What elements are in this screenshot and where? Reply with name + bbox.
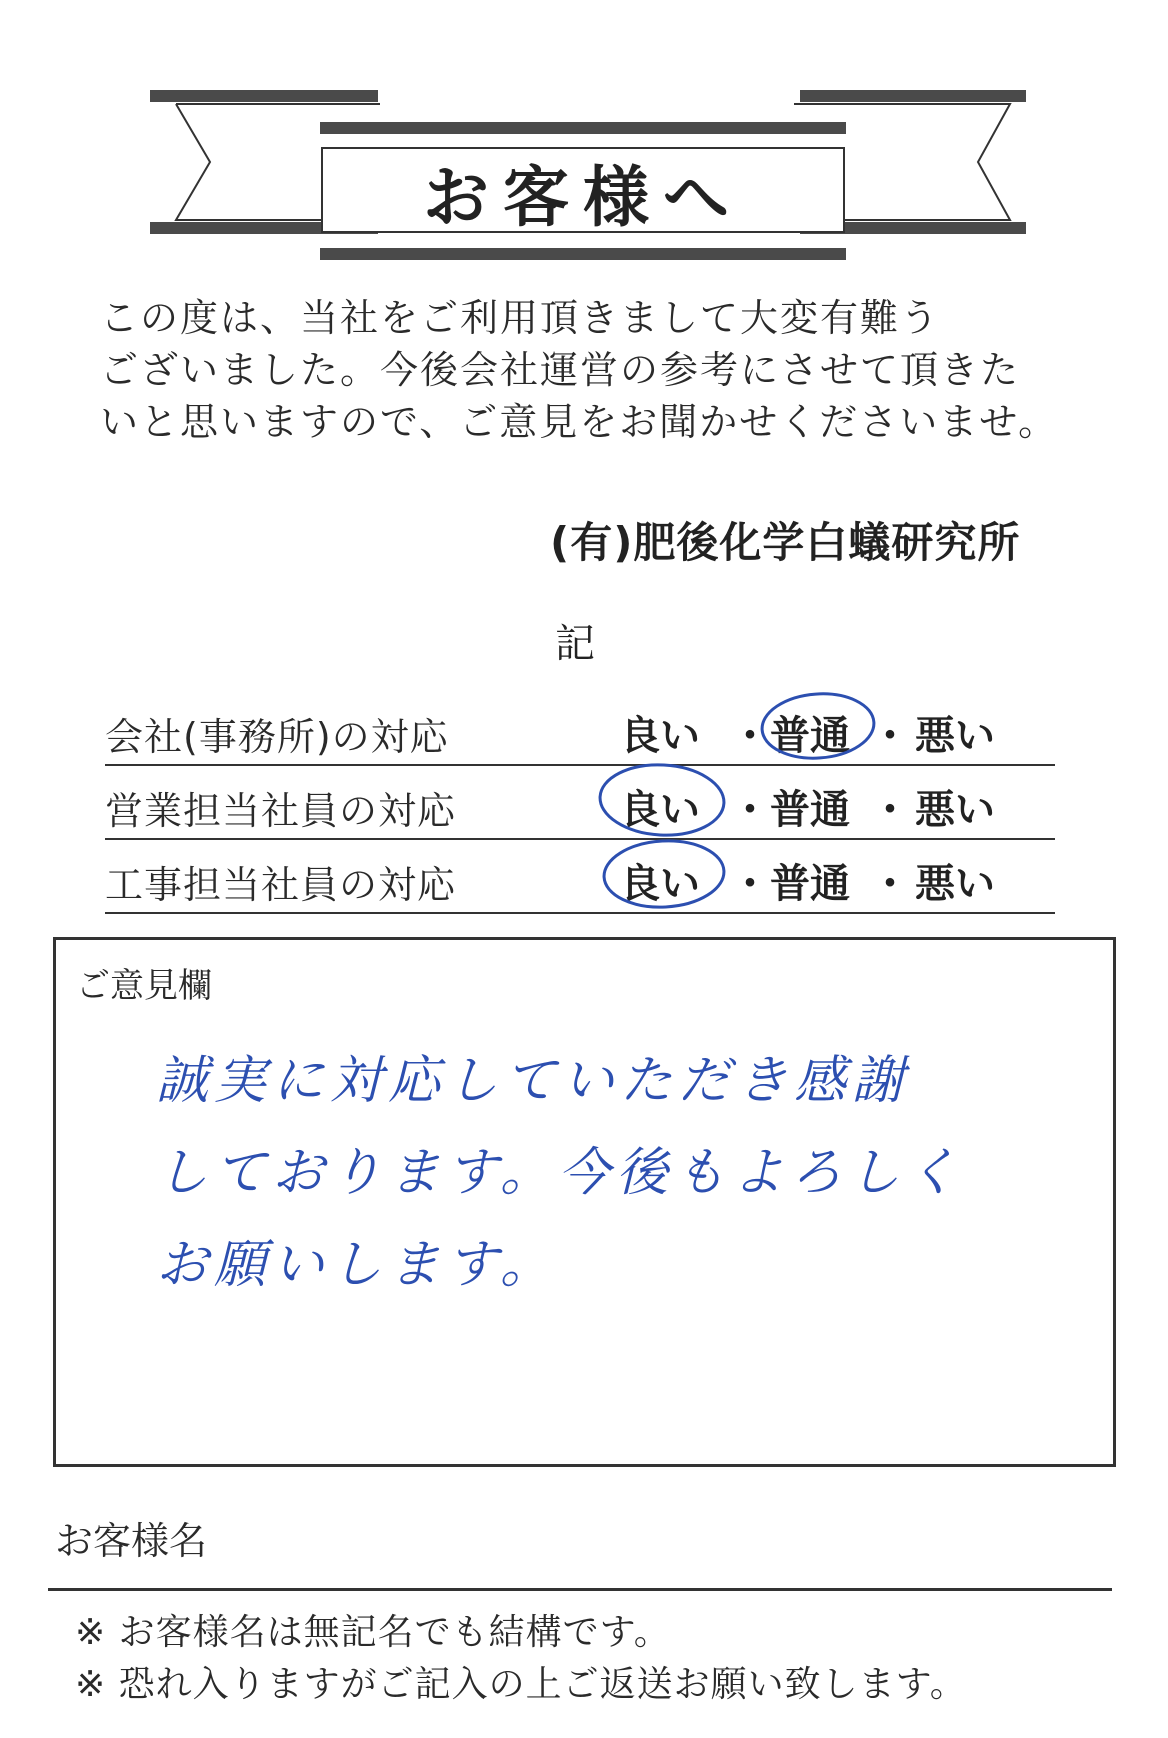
customer-name-field[interactable]: [48, 1588, 1112, 1591]
separator-dot: ・: [730, 787, 770, 833]
option-good[interactable]: 良い: [620, 787, 700, 833]
separator-dot: ・: [730, 713, 770, 759]
note-line: ※ お客様名は無記名でも結構です。: [75, 1612, 671, 1653]
option-bad[interactable]: 悪い: [915, 787, 995, 833]
survey-label: 会社(事務所)の対応: [105, 715, 449, 759]
company-name: (有)肥後化学白蟻研究所: [550, 518, 1021, 567]
option-normal[interactable]: 普通: [770, 787, 850, 833]
note-line: ※ 恐れ入りますがご記入の上ご返送お願い致します。: [75, 1664, 967, 1705]
option-good[interactable]: 良い: [620, 713, 700, 759]
option-bad[interactable]: 悪い: [915, 713, 995, 759]
intro-line: この度は、当社をご利用頂きまして大変有難う: [100, 296, 941, 340]
selection-circle-good: [602, 838, 725, 910]
comment-box[interactable]: [53, 937, 1116, 1467]
separator-dot: ・: [870, 713, 910, 759]
handwritten-comment: [156, 1035, 1116, 1311]
customer-name-label: お客様名: [55, 1519, 208, 1563]
handwritten-line: お願いします。: [156, 1235, 558, 1295]
option-good[interactable]: 良い: [620, 861, 700, 907]
separator-dot: ・: [870, 861, 910, 907]
option-normal[interactable]: 普通: [770, 713, 850, 759]
option-normal[interactable]: 普通: [770, 861, 850, 907]
selection-circle-normal: [760, 690, 876, 762]
survey-label: 営業担当社員の対応: [105, 789, 457, 833]
handwritten-line: しております。今後もよろしく: [156, 1143, 964, 1203]
survey-label: 工事担当社員の対応: [105, 863, 457, 907]
selection-circle-good: [598, 762, 725, 838]
comment-label: ご意見欄: [76, 966, 212, 1006]
separator-dot: ・: [730, 861, 770, 907]
ki-heading: 記: [555, 621, 595, 667]
intro-line: いと思いますので、ご意見をお聞かせくださいませ。: [100, 400, 1059, 444]
option-bad[interactable]: 悪い: [915, 861, 995, 907]
separator-dot: ・: [870, 787, 910, 833]
page-title: お客様へ: [423, 157, 743, 236]
handwritten-line: 誠実に対応していただき感謝: [156, 1051, 911, 1111]
intro-line: ございました。今後会社運営の参考にさせて頂きた: [100, 348, 1021, 392]
